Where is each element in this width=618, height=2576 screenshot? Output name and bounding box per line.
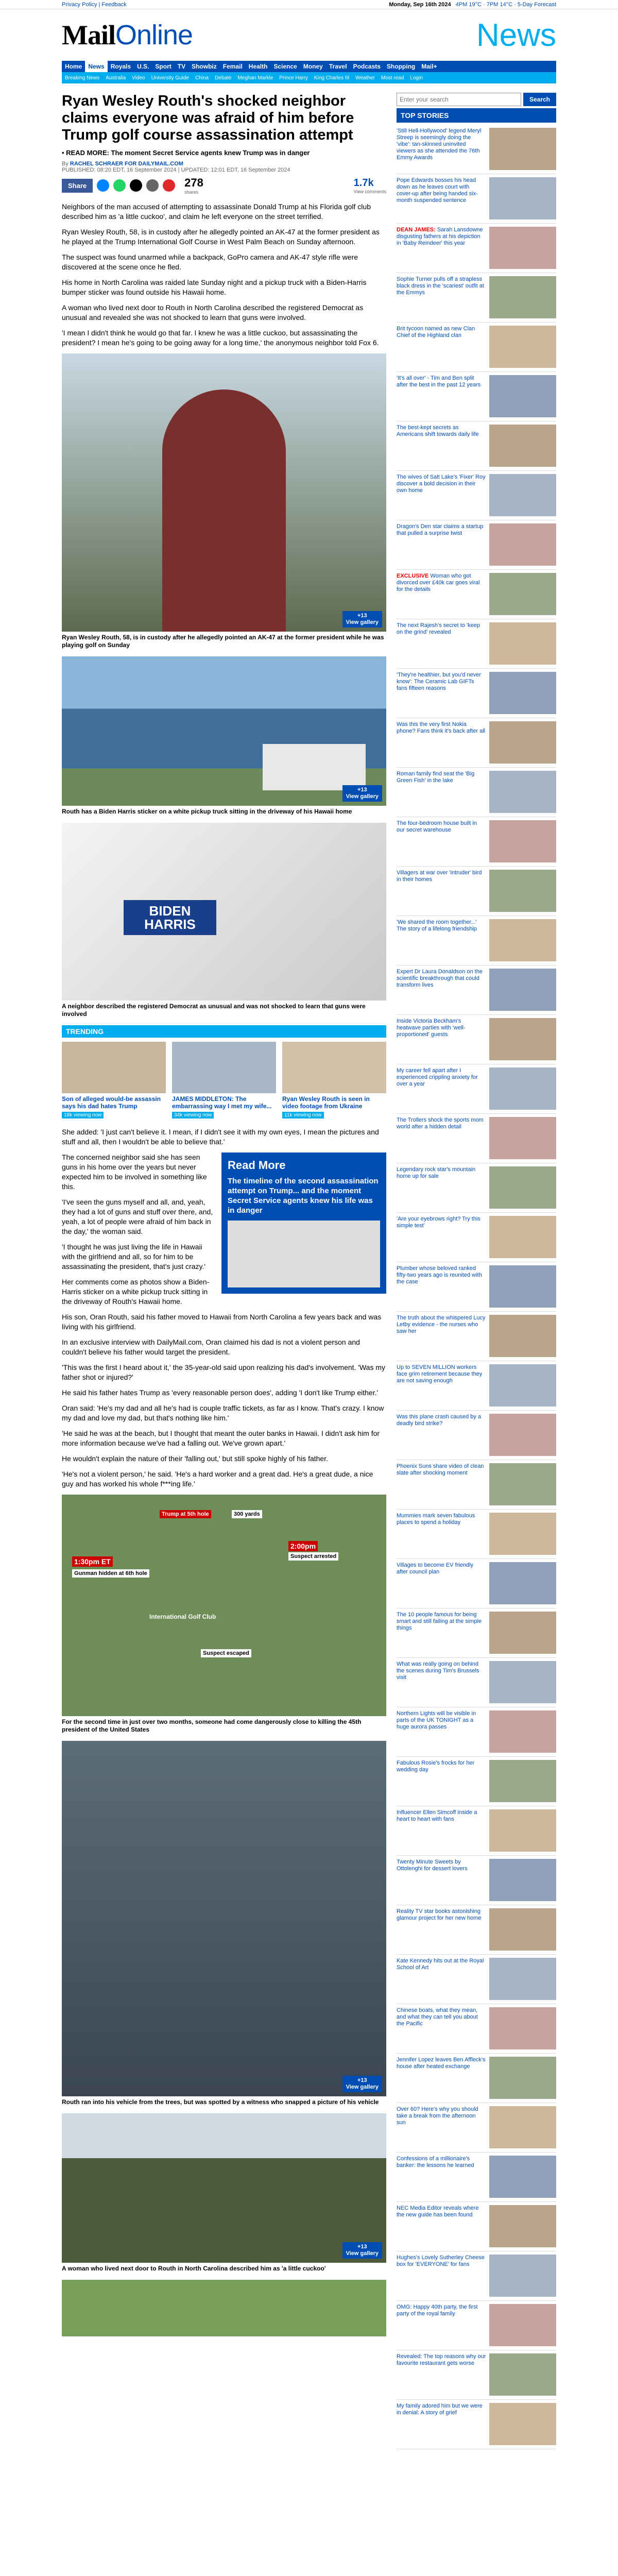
top-story-headline[interactable]: DEAN JAMES: Sarah Lansdowne disgusting fathers at his depiction in 'Baby Reindeer' this year: [397, 227, 483, 246]
whatsapp-icon[interactable]: [113, 179, 126, 192]
messenger-icon[interactable]: [97, 179, 109, 192]
top-story-item[interactable]: [397, 718, 556, 768]
top-story-headline[interactable]: Villages to become EV friendly after council plan: [397, 1562, 473, 1575]
top-story-headline[interactable]: The 10 people famous for being smart and still failing at the simple things: [397, 1612, 482, 1631]
top-story-headline[interactable]: Hughes's Lovely Sutherley Cheese box for 'EVERYONE' for fans: [397, 2255, 485, 2267]
top-story-headline[interactable]: Dragon's Den star claims a startup that pulled a surprise twist: [397, 523, 484, 536]
subnav-item[interactable]: China: [195, 75, 209, 81]
top-story-headline[interactable]: The truth about the whispered Lucy Letby evidence - the nurses who saw her: [397, 1315, 486, 1334]
top-story-item[interactable]: [397, 323, 556, 372]
paragraph: 'I thought he was just living the life in Hawaii with the girlfriend and all, so for him to be assassinating the president, that's just crazy.': [62, 1243, 206, 1270]
top-story-headline[interactable]: NEC Media Editor reveals where the new guide has been found: [397, 2205, 479, 2218]
paragraph: A woman who lived next door to Routh in North Carolina described the registered Democrat as unusual and revealed she was not shocked to learn that guns were involved.: [62, 303, 364, 321]
nav-item[interactable]: U.S.: [137, 63, 149, 70]
top-story-item[interactable]: [397, 1361, 556, 1411]
subnav-item[interactable]: Weather: [355, 75, 375, 81]
paragraph: 'I've seen the guns myself and all, and, yeah, they had a lot of guns and stuff over there, and, yeah, a lot of people were afraid of him back in the day,' the woman said.: [62, 1198, 213, 1235]
top-story-thumbnail[interactable]: [489, 870, 556, 912]
top-story-headline[interactable]: Twenty Minute Sweets by Ottolenghi for dessert lovers: [397, 1859, 468, 1872]
gallery-badge[interactable]: +13 View gallery: [342, 2076, 382, 2092]
paragraph: 'I mean I didn't think he would go that far. I knew he was a little cuckoo, but assassinating the president? I mean he's going to be going away for a long time,' the anonymous neighbor told Fox 6.: [62, 329, 379, 347]
paragraph: 'This was the first I heard about it,' the 35-year-old said upon realizing his dad's involvement. 'Was my father shot or injured?': [62, 1363, 386, 1381]
top-story-thumbnail[interactable]: [489, 672, 556, 714]
top-story-headline[interactable]: Over 60? Here's why you should take a break from the afternoon sun: [397, 2106, 478, 2126]
paragraph: The suspect was found unarmed while a backpack, GoPro camera and AK-47 style rifle were discovered at the scene once he fled.: [62, 253, 358, 271]
top-story-thumbnail[interactable]: [489, 1166, 556, 1209]
paragraph: 'He's not a violent person,' he said. 'He's a hard worker and a great dad. He's a great dude, a nice guy and has worked his whole f***ing life.': [62, 1470, 373, 1488]
nav-item[interactable]: Royals: [110, 63, 131, 70]
top-story-thumbnail[interactable]: [489, 425, 556, 467]
subnav-item[interactable]: Breaking News: [65, 75, 100, 81]
top-story-thumbnail[interactable]: [489, 1710, 556, 1753]
primary-nav: [62, 61, 556, 72]
flipboard-icon[interactable]: [163, 179, 175, 192]
top-story-thumbnail[interactable]: [489, 1463, 556, 1505]
nav-item[interactable]: Femail: [222, 63, 243, 70]
top-story-headline[interactable]: My career fell apart after I experienced crippling anxiety for over a year: [397, 1067, 478, 1087]
top-story-headline[interactable]: Was this plane crash caused by a deadly bird strike?: [397, 1414, 482, 1427]
top-story-item[interactable]: [397, 1955, 556, 2004]
top-story-item[interactable]: [397, 2400, 556, 2449]
top-story-item[interactable]: [397, 1856, 556, 1905]
top-story-thumbnail[interactable]: [489, 2106, 556, 2148]
top-story-thumbnail[interactable]: [489, 1908, 556, 1951]
top-story-thumbnail[interactable]: [489, 326, 556, 368]
mailonline-logo[interactable]: MailOnline: [62, 20, 193, 50]
top-story-headline[interactable]: Plumber whose beloved ranked fifty-two years ago is reunited with the case: [397, 1265, 482, 1285]
top-story-headline[interactable]: Brit tycoon named as new Clan Chief of the Highland clan: [397, 326, 475, 338]
paragraph: Oran said: 'He's my dad and all he's had is couple traffic tickets, as far as I know. That's crazy. I know my dad and love my dad, but that's nothing like him.': [62, 1404, 384, 1422]
top-story-thumbnail[interactable]: [489, 1612, 556, 1654]
top-story-thumbnail[interactable]: [489, 474, 556, 516]
top-story-headline[interactable]: 'It's all over' - Tim and Ben split after the best in the past 12 years: [397, 375, 481, 388]
top-story-item[interactable]: [397, 1905, 556, 1955]
top-story-thumbnail[interactable]: [489, 523, 556, 566]
top-story-item[interactable]: [397, 1608, 556, 1658]
biden-harris-sticker: BIDEN HARRIS: [124, 900, 216, 935]
top-story-thumbnail[interactable]: [489, 177, 556, 219]
nav-item[interactable]: TV: [177, 63, 186, 70]
top-story-item[interactable]: [397, 224, 556, 273]
top-story-item[interactable]: [397, 1411, 556, 1460]
top-story-thumbnail[interactable]: [489, 2057, 556, 2099]
top-story-item[interactable]: [397, 1262, 556, 1312]
top-story-headline[interactable]: The Trollers shock the sports mom world after a hidden detail: [397, 1117, 484, 1130]
top-story-thumbnail[interactable]: [489, 1364, 556, 1406]
top-story-item[interactable]: [397, 372, 556, 421]
share-count: 278: [184, 176, 203, 189]
top-story-item[interactable]: [397, 867, 556, 916]
top-story-item[interactable]: [397, 2103, 556, 2153]
trending-item[interactable]: Son of alleged would-be assassin says his dad hates Trump 18k viewing now: [62, 1042, 166, 1119]
top-story-headline[interactable]: 'Are your eyebrows right? Try this simple test': [397, 1216, 480, 1229]
top-story-item[interactable]: [397, 1312, 556, 1361]
paragraph: 'He said he was at the beach, but I thought that meant the outer banks in Hawaii. I didn't ask him for more information because we've had a falling out. We've grown apart.': [62, 1429, 380, 1447]
top-story-item[interactable]: [397, 570, 556, 619]
photo-caption: A woman who lived next door to Routh in North Carolina described him as 'a little cuckoo': [62, 2265, 326, 2272]
top-story-headline[interactable]: Phoenix Suns share video of clean slate after shocking moment: [397, 1463, 484, 1476]
top-story-headline[interactable]: Fabulous Rosie's frocks for her wedding day: [397, 1760, 475, 1773]
top-story-thumbnail[interactable]: [489, 771, 556, 813]
top-story-headline[interactable]: Jennifer Lopez leaves Ben Affleck's house after heated exchange: [397, 2057, 486, 2070]
weather-strip[interactable]: 4PM 19°C · 7PM 14°C · 5-Day Forecast: [455, 1, 556, 8]
top-story-headline[interactable]: Pope Edwards bosses his head down as he leaves court with cover-up after being handed six-month suspended sentence: [397, 177, 478, 204]
top-story-thumbnail[interactable]: [489, 1958, 556, 2000]
top-story-item[interactable]: [397, 1707, 556, 1757]
top-story-headline[interactable]: 'They're healthier, but you'd never know': The Ceramic Lab GIFTs fans fifteen reasons: [397, 672, 482, 691]
paragraph: She added: 'I just can't believe it. I mean, if I didn't see it with my own eyes, I mean the pictures and stuff and all, then I wouldn't be able to believe that.': [62, 1128, 379, 1146]
paragraph: He said his father hates Trump as 'every reasonable person does', adding 'I don't like Trump either.': [62, 1388, 379, 1397]
top-story-thumbnail[interactable]: [489, 1562, 556, 1604]
map-label: Gunman hidden at 6th hole: [72, 1569, 149, 1578]
top-story-headline[interactable]: Inside Victoria Beckham's heatwave parties with 'well-proportioned' guests: [397, 1018, 466, 1038]
published-date: PUBLISHED: 08:20 EDT, 16 September 2024 | UPDATED: 12:01 EDT, 16 September 2024: [62, 167, 290, 173]
nav-item[interactable]: Science: [273, 63, 297, 70]
top-story-thumbnail[interactable]: [489, 2353, 556, 2396]
top-story-headline[interactable]: The best-kept secrets as Americans shift towards daily life: [397, 425, 479, 437]
nav-item[interactable]: Shopping: [386, 63, 416, 70]
photo-caption: Ryan Wesley Routh, 58, is in custody after he allegedly pointed an AK-47 at the former president while he was playing golf on Sunday: [62, 634, 384, 649]
top-story-headline[interactable]: Villagers at war over 'intruder' bird in their homes: [397, 870, 482, 883]
top-story-thumbnail[interactable]: [489, 128, 556, 170]
top-story-item[interactable]: [397, 965, 556, 1015]
trending-videos: [62, 1042, 386, 1119]
photo-routh-portrait[interactable]: [62, 353, 386, 632]
photo-golf-course[interactable]: [62, 2280, 386, 2336]
privacy-feedback-links[interactable]: Privacy Policy | Feedback: [62, 1, 127, 8]
nav-item[interactable]: Health: [248, 63, 268, 70]
gallery-badge[interactable]: +13 View gallery: [342, 2242, 382, 2259]
top-story-thumbnail[interactable]: [489, 1859, 556, 1901]
top-story-thumbnail[interactable]: [489, 1265, 556, 1308]
top-story-item[interactable]: [397, 1015, 556, 1064]
top-story-item[interactable]: [397, 2054, 556, 2103]
nav-item[interactable]: Sport: [155, 63, 171, 70]
top-story-item[interactable]: [397, 1163, 556, 1213]
subnav-item[interactable]: King Charles III: [314, 75, 350, 81]
photo-caption: A neighbor described the registered Democrat as unusual and was not shocked to learn that guns were involved: [62, 1003, 366, 1018]
map-label: International Golf Club: [149, 1613, 216, 1620]
golf-course-map[interactable]: [62, 1495, 386, 1716]
map-label: Suspect arrested: [288, 1552, 338, 1561]
top-story-thumbnail[interactable]: [489, 1067, 556, 1110]
subnav-item[interactable]: Meghan Markle: [237, 75, 273, 81]
map-label: 1:30pm ET: [72, 1556, 113, 1567]
top-story-item[interactable]: [397, 1559, 556, 1608]
masthead: [0, 9, 618, 61]
top-story-item[interactable]: [397, 1510, 556, 1559]
top-story-headline[interactable]: Was this the very first Nokia phone? Fans think it's back after all: [397, 721, 486, 734]
top-story-headline[interactable]: Reality TV star books astonishing glamour project for her new home: [397, 1908, 482, 1921]
gallery-badge[interactable]: +13 View gallery: [342, 611, 382, 628]
photo-hawaii-home[interactable]: [62, 656, 386, 806]
photo-north-carolina-home[interactable]: [62, 2113, 386, 2263]
author-link[interactable]: RACHEL SCHRAER FOR DAILYMAIL.COM: [70, 161, 183, 167]
top-story-headline[interactable]: The wives of Salt Lake's 'Fixer' Roy discover a bold decision in their own home: [397, 474, 486, 494]
top-story-thumbnail[interactable]: [489, 276, 556, 318]
subnav-item[interactable]: University Guide: [151, 75, 189, 81]
read-more-bullet[interactable]: • READ MORE: The moment Secret Service agents knew Trump was in danger: [62, 149, 310, 157]
top-story-thumbnail[interactable]: [489, 1414, 556, 1456]
share-bar: Share 278 shares 1.7k View comments: [62, 176, 386, 195]
top-story-headline[interactable]: 'We shared the room together...' The story of a lifelong friendship: [397, 919, 477, 932]
subnav-item[interactable]: Debate: [215, 75, 232, 81]
top-story-headline[interactable]: Influencer Ellen Simcoff inside a heart to heart with fans: [397, 1809, 477, 1822]
read-more-box[interactable]: Read More The timeline of the second assassination attempt on Trump... and the moment Secret Service agents knew his life was in danger: [221, 1153, 386, 1294]
search-input[interactable]: [397, 93, 521, 106]
photo-caption: Routh ran into his vehicle from the trees, but was spotted by a witness who snapped a picture of his vehicle: [62, 2098, 379, 2106]
paragraph: In an exclusive interview with DailyMail.com, Oran claimed his dad is not a violent person and couldn't believe his father would target the president.: [62, 1338, 360, 1356]
top-story-headline[interactable]: My family adored him but we were in denial: A story of grief: [397, 2403, 483, 2416]
top-story-thumbnail[interactable]: [489, 622, 556, 665]
top-story-headline[interactable]: The next Rajesh's secret to 'keep on the grind' revealed: [397, 622, 480, 635]
x-twitter-icon[interactable]: [130, 179, 142, 192]
top-story-headline[interactable]: Confessions of a millionaire's banker: the lessons he learned: [397, 2156, 474, 2168]
top-story-thumbnail[interactable]: [489, 1315, 556, 1357]
secondary-nav: [62, 72, 556, 83]
paragraph: His son, Oran Routh, said his father moved to Hawaii from North Carolina a few years back and was living with his girlfriend.: [62, 1313, 382, 1331]
paragraph: He wouldn't explain the nature of their 'falling out,' but still spoke highly of his father.: [62, 1454, 328, 1463]
comment-count[interactable]: 1.7k: [353, 177, 374, 189]
top-story-item[interactable]: [397, 1658, 556, 1707]
top-story-headline[interactable]: Roman family find seat the 'Big Green Fish' in the lake: [397, 771, 475, 784]
top-story-thumbnail[interactable]: [489, 573, 556, 615]
top-story-item[interactable]: [397, 2202, 556, 2251]
article-column: [62, 93, 386, 2338]
subnav-item[interactable]: Video: [132, 75, 145, 81]
map-label: 300 yards: [232, 1510, 262, 1518]
top-story-thumbnail[interactable]: [489, 1216, 556, 1258]
paragraph: Her comments come as photos show a Biden-Harris sticker on a white pickup truck sitting in the driveway of Routh's Hawaii home.: [62, 1278, 210, 1306]
top-story-thumbnail[interactable]: [489, 1809, 556, 1852]
search-bar: [397, 93, 556, 106]
top-story-item[interactable]: [397, 669, 556, 718]
nav-item[interactable]: Showbiz: [192, 63, 217, 70]
trending-header: TRENDING: [62, 1025, 386, 1038]
article-headline: Ryan Wesley Routh's shocked neighbor claims everyone was afraid of him before Trump golf course assassination attempt: [62, 93, 354, 143]
top-story-thumbnail[interactable]: [489, 375, 556, 417]
top-story-item[interactable]: [397, 2004, 556, 2054]
top-story-item[interactable]: [397, 817, 556, 867]
top-story-thumbnail[interactable]: [489, 2403, 556, 2445]
map-label: 2:00pm: [288, 1541, 318, 1551]
top-story-item[interactable]: [397, 768, 556, 817]
nav-item[interactable]: Money: [303, 63, 323, 70]
top-story-thumbnail[interactable]: [489, 2255, 556, 2297]
top-story-item[interactable]: [397, 471, 556, 520]
nav-item[interactable]: Travel: [329, 63, 347, 70]
top-story-item[interactable]: [397, 1460, 556, 1510]
top-story-thumbnail[interactable]: [489, 227, 556, 269]
top-story-item[interactable]: [397, 174, 556, 224]
top-story-headline[interactable]: What was really going on behind the scenes during Tim's Brussels visit: [397, 1661, 479, 1681]
subnav-item[interactable]: Prince Harry: [279, 75, 308, 81]
top-story-item[interactable]: [397, 2251, 556, 2301]
map-caption: For the second time in just over two months, someone had come dangerously close to killing the 45th president of the United States: [62, 1718, 362, 1733]
top-story-headline[interactable]: Northern Lights will be visible in parts of the UK TONIGHT as a huge aurora passes: [397, 1710, 476, 1730]
top-story-thumbnail[interactable]: [489, 2156, 556, 2198]
nav-item[interactable]: Mail+: [421, 63, 437, 70]
paragraph: Neighbors of the man accused of attempting to assassinate Donald Trump at his Florida golf club described him as 'a little cuckoo', and claim he left everyone on the street terrified.: [62, 202, 371, 221]
top-story-item[interactable]: [397, 1213, 556, 1262]
trending-item[interactable]: Ryan Wesley Routh is seen in video footage from Ukraine 11k viewing now: [282, 1042, 386, 1119]
map-label: Trump at 5th hole: [160, 1510, 211, 1518]
top-story-thumbnail[interactable]: [489, 1760, 556, 1802]
subnav-item[interactable]: Australia: [106, 75, 126, 81]
top-story-headline[interactable]: Legendary rock star's mountain home up for sale: [397, 1166, 476, 1179]
top-story-headline[interactable]: Revealed: The top reasons why our favourite restaurant gets worse: [397, 2353, 486, 2366]
top-story-headline[interactable]: 'Still Hell-Hollywood' legend Meryl Streep is seemingly doing the 'vibe': tan-skinned uninvited viewers as she attended the 76th Emmy Awards: [397, 128, 482, 161]
top-story-headline[interactable]: Sophie Turner pulls off a strapless black dress in the 'scariest' outfit at the Emmys: [397, 276, 484, 296]
top-story-thumbnail[interactable]: [489, 2304, 556, 2346]
nav-item[interactable]: Podcasts: [353, 63, 381, 70]
top-stories-list: [397, 125, 556, 2449]
email-icon[interactable]: [146, 179, 159, 192]
top-story-thumbnail[interactable]: [489, 1661, 556, 1703]
top-story-item[interactable]: [397, 2153, 556, 2202]
top-story-item[interactable]: [397, 916, 556, 965]
current-date: Monday, Sep 16th 2024: [389, 1, 451, 8]
search-button[interactable]: Search: [523, 93, 556, 106]
map-label: Suspect escaped: [201, 1649, 251, 1657]
nav-item[interactable]: Home: [65, 63, 82, 70]
top-story-headline[interactable]: Chinese boats, what they mean, and what they can tell you about the Pacific: [397, 2007, 478, 2027]
utility-bar: [0, 0, 618, 9]
byline: By RACHEL SCHRAER FOR DAILYMAIL.COM PUBLISHED: 08:20 EDT, 16 September 2024 | UPDATED: 12:01 EDT, 16 September 2024: [62, 161, 290, 173]
facebook-share-button[interactable]: Share: [62, 179, 93, 193]
top-story-thumbnail[interactable]: [489, 1513, 556, 1555]
top-story-headline[interactable]: Mummies mark seven fabulous places to spend a holiday: [397, 1513, 475, 1526]
subnav-item[interactable]: Most read: [381, 75, 404, 81]
top-story-item[interactable]: [397, 1757, 556, 1806]
top-story-headline[interactable]: Up to SEVEN MILLION workers face grim retirement because they are not saving enough: [397, 1364, 483, 1384]
top-story-item[interactable]: [397, 1114, 556, 1163]
top-story-item[interactable]: [397, 421, 556, 471]
paragraph: His home in North Carolina was raided late Sunday night and a pickup truck with a Biden-Harris bumper sticker was found outside his Hawaii home.: [62, 278, 367, 296]
top-story-thumbnail[interactable]: [489, 1117, 556, 1159]
paragraph: Ryan Wesley Routh, 58, is in custody after he allegedly pointed an AK-47 at the former president as he played at the Trump International Golf Course in West Palm Beach on Sunday afternoon.: [62, 228, 380, 246]
photo-escape-vehicle[interactable]: [62, 1741, 386, 2096]
subnav-item[interactable]: Login: [410, 75, 423, 81]
top-story-thumbnail[interactable]: [489, 820, 556, 862]
sidebar: [397, 93, 556, 2449]
top-story-thumbnail[interactable]: [489, 721, 556, 764]
top-story-thumbnail[interactable]: [489, 2007, 556, 2049]
top-story-thumbnail[interactable]: [489, 1018, 556, 1060]
top-story-item[interactable]: [397, 2301, 556, 2350]
top-story-headline[interactable]: OMG: Happy 40th party, the first party of the royal family: [397, 2304, 478, 2317]
top-story-thumbnail[interactable]: [489, 919, 556, 961]
top-story-item[interactable]: [397, 2350, 556, 2400]
top-story-item[interactable]: [397, 1064, 556, 1114]
photo-bumper-sticker[interactable]: [62, 823, 386, 1001]
top-story-headline[interactable]: The four-bedroom house built in our secret warehouse: [397, 820, 477, 833]
top-stories-header: TOP STORIES: [397, 108, 556, 123]
top-story-item[interactable]: [397, 520, 556, 570]
trending-item[interactable]: JAMES MIDDLETON: The embarrassing way I met my wife... 34k viewing now: [172, 1042, 276, 1119]
top-story-item[interactable]: [397, 1806, 556, 1856]
top-story-headline[interactable]: Kate Kennedy hits out at the Royal School of Art: [397, 1958, 484, 1971]
top-story-item[interactable]: [397, 619, 556, 669]
nav-item[interactable]: News: [85, 61, 107, 72]
top-story-item[interactable]: [397, 125, 556, 174]
section-title[interactable]: News: [476, 17, 556, 53]
paragraph: The concerned neighbor said she has seen guns in his home over the years but never expected him to be involved in something like this.: [62, 1153, 207, 1191]
top-story-headline[interactable]: EXCLUSIVE Woman who got divorced over £40k car goes viral for the details: [397, 573, 480, 592]
top-story-headline[interactable]: Expert Dr Laura Donaldson on the scientific breakthrough that could transform lives: [397, 969, 483, 988]
top-story-item[interactable]: [397, 273, 556, 323]
gallery-badge[interactable]: +13 View gallery: [342, 785, 382, 802]
photo-caption: Routh has a Biden Harris sticker on a white pickup truck sitting in the driveway of his Hawaii home: [62, 808, 352, 815]
top-story-thumbnail[interactable]: [489, 2205, 556, 2247]
top-story-thumbnail[interactable]: [489, 969, 556, 1011]
